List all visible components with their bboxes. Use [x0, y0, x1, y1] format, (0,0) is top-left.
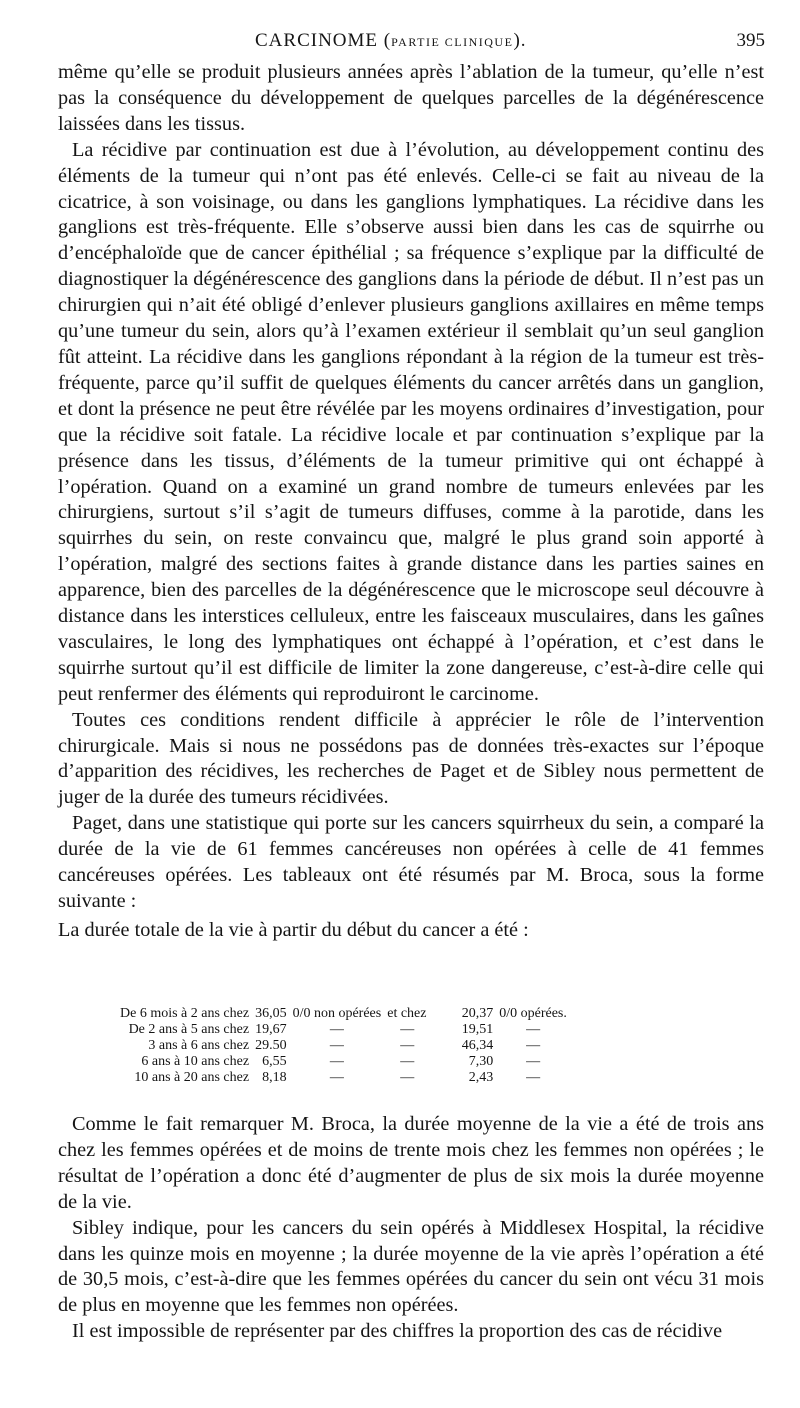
- paragraph-sibley: Sibley indique, pour les cancers du sein opérés à Middlesex Hospital, la récidive dans les quinze mois en moyenne ; la durée moyenne de la vie après l’opération a été de 30,5 mois, c’est-à-dire que les femmes opérées du cancer du sein ont vécu 31 mois de plus en moyenne que les femmes non opérées.: [58, 1216, 764, 1317]
- table-row: [120, 1054, 573, 1070]
- table-cell-unit-op: 0/0 opérées.: [499, 1006, 567, 1021]
- body-text: [58, 60, 764, 944]
- table-row-label: De 6 mois à 2 ans chez: [120, 1006, 250, 1021]
- paragraph-conditions: Toutes ces conditions rendent difficile à apprécier le rôle de l’intervention chirurgicale. Mais si nous ne possédons pas de données très-exactes sur l’époque d’apparition des récidives, les recherches de Paget et de Sibley nous permettent de juger de la durée des tumeurs récidivées.: [58, 708, 764, 809]
- table-cell-non-operated: 36,05: [255, 1006, 287, 1021]
- running-title-main: CARCINOME (: [255, 30, 392, 51]
- table-cell-operated: 19,51: [461, 1022, 494, 1037]
- table-cell-operated: 46,34: [461, 1038, 494, 1053]
- table-cell-unit-non: 0/0 non opérées: [292, 1006, 382, 1021]
- running-header: [255, 30, 765, 56]
- table-cell-non-operated: 8,18: [262, 1070, 287, 1085]
- table-cell-operated: 7,30: [468, 1054, 494, 1069]
- table-cell-unit-non: —: [329, 1038, 344, 1053]
- table-cell-unit-op: —: [526, 1022, 541, 1037]
- paragraph-broca: Comme le fait remarquer M. Broca, la durée moyenne de la vie a été de trois ans chez les femmes opérées et de moins de trente mois chez les femmes non opérées ; le résultat de l’opération a donc été d’augmenter de plus de six mois la durée moyenne de la vie.: [58, 1113, 764, 1213]
- survival-table: [120, 1006, 573, 1086]
- running-title-end: ).: [513, 30, 527, 51]
- table-cell-operated: 2,43: [468, 1070, 494, 1085]
- table-cell-unit-op: —: [526, 1038, 541, 1053]
- table-cell-unit-non: —: [329, 1070, 344, 1085]
- paragraph-paget: Paget, dans une statistique qui porte sur les cancers squirrheux du sein, a comparé la durée de la vie de 61 femmes cancéreuses non opérées à celle de 41 femmes cancéreuses opérées. Les tableaux ont été résumés par M. Broca, sous la forme suivante :: [58, 812, 764, 912]
- table-cell-non-operated: 29.50: [255, 1038, 287, 1053]
- table-cell-unit-non: —: [329, 1054, 344, 1069]
- table-row: [120, 1070, 573, 1086]
- paragraph-recidive: La récidive par continuation est due à l’évolution, au développement continu des éléments de la tumeur qui n’ont pas été enlevés. Celle-ci se fait au niveau de la cicatrice, à son voisinage, ou dans les ganglions lymphatiques. La récidive dans les ganglions est très-fréquente. Elle s’observe aussi bien dans les cas de squirrhe ou d’encéphaloïde que de cancer épithélial ; sa fréquence s’explique par la difficulté de diagnostiquer la dégénérescence des ganglions dans la période de début. Il n’est pas un chirurgien qui n’ait été obligé d’enlever plusieurs ganglions axillaires en même temps qu’une tumeur du sein, alors qu’à l’examen extérieur il semblait qu’un seul ganglion fût atteint. La récidive dans les ganglions répondant à la région de la tumeur est très-fréquente, parce qu’il suffit de quelques éléments du cancer arrêtés dans un ganglion, et dont la présence ne peut être révélée par les moyens ordinaires d’investigation, pour que la récidive soit fatale. La récidive locale et par continuation s’explique par la présence dans les tissus, d’éléments de la tumeur primitive qui ont échappé à l’opération. Quand on a examiné un grand nombre de tumeurs enlevées par les chirurgiens, surtout s’il s’agit de tumeurs diffuses, comme à la parotide, dans les squirrhes du sein, on reste convaincu que, malgré le plus grand soin apporté à l’opération, malgré des sections faites à grande distance dans les parties saines en apparence, bien des parcelles de la dégénérescence que le microscope seul découvre à distance dans les interstices celluleux, entre les faisceaux musculaires, dans les gaînes vasculaires, le long des lymphatiques ont échappé à l’opération, et c’est dans le squirrhe surtout qu’il est difficile de limiter la zone dangereuse, c’est-à-dire celle qui peut renfermer des éléments qui reproduiront le carcinome.: [58, 138, 764, 705]
- paragraph-final: Il est impossible de représenter par des chiffres la proportion des cas de récidive: [72, 1320, 723, 1343]
- table-cell-non-operated: 6,55: [262, 1054, 287, 1069]
- table-row: [120, 1022, 573, 1038]
- table-row-label: 6 ans à 10 ans chez: [141, 1054, 250, 1069]
- table-row-label: 3 ans à 6 ans chez: [148, 1038, 250, 1053]
- running-title: [255, 30, 527, 52]
- table-row-label: De 2 ans à 5 ans chez: [128, 1022, 250, 1037]
- table-cell-operated: 20,37: [461, 1006, 494, 1021]
- table-cell-mid: —: [400, 1070, 415, 1085]
- body-text-continued: [58, 1112, 764, 1345]
- table-cell-non-operated: 19,67: [255, 1022, 287, 1037]
- table-cell-unit-non: —: [329, 1022, 344, 1037]
- table-cell-unit-op: —: [526, 1054, 541, 1069]
- table-cell-unit-op: —: [526, 1070, 541, 1085]
- table-cell-mid: —: [400, 1038, 415, 1053]
- table-row: [120, 1006, 573, 1022]
- paragraph-table-intro: La durée totale de la vie à partir du début du cancer a été :: [58, 918, 529, 941]
- running-title-small-caps: PARTIE CLINIQUE: [391, 35, 514, 49]
- page-number: 395: [736, 30, 765, 51]
- table-row: [120, 1038, 573, 1054]
- table-cell-mid: et chez: [387, 1006, 427, 1021]
- table-row-label: 10 ans à 20 ans chez: [134, 1070, 250, 1085]
- paragraph-continued: même qu’elle se produit plusieurs années après l’ablation de la tumeur, qu’elle n’est pas la conséquence du développement de quelques parcelles de la dégénérescence laissées dans les tissus.: [58, 61, 764, 135]
- table-cell-mid: —: [400, 1022, 415, 1037]
- table-cell-mid: —: [400, 1054, 415, 1069]
